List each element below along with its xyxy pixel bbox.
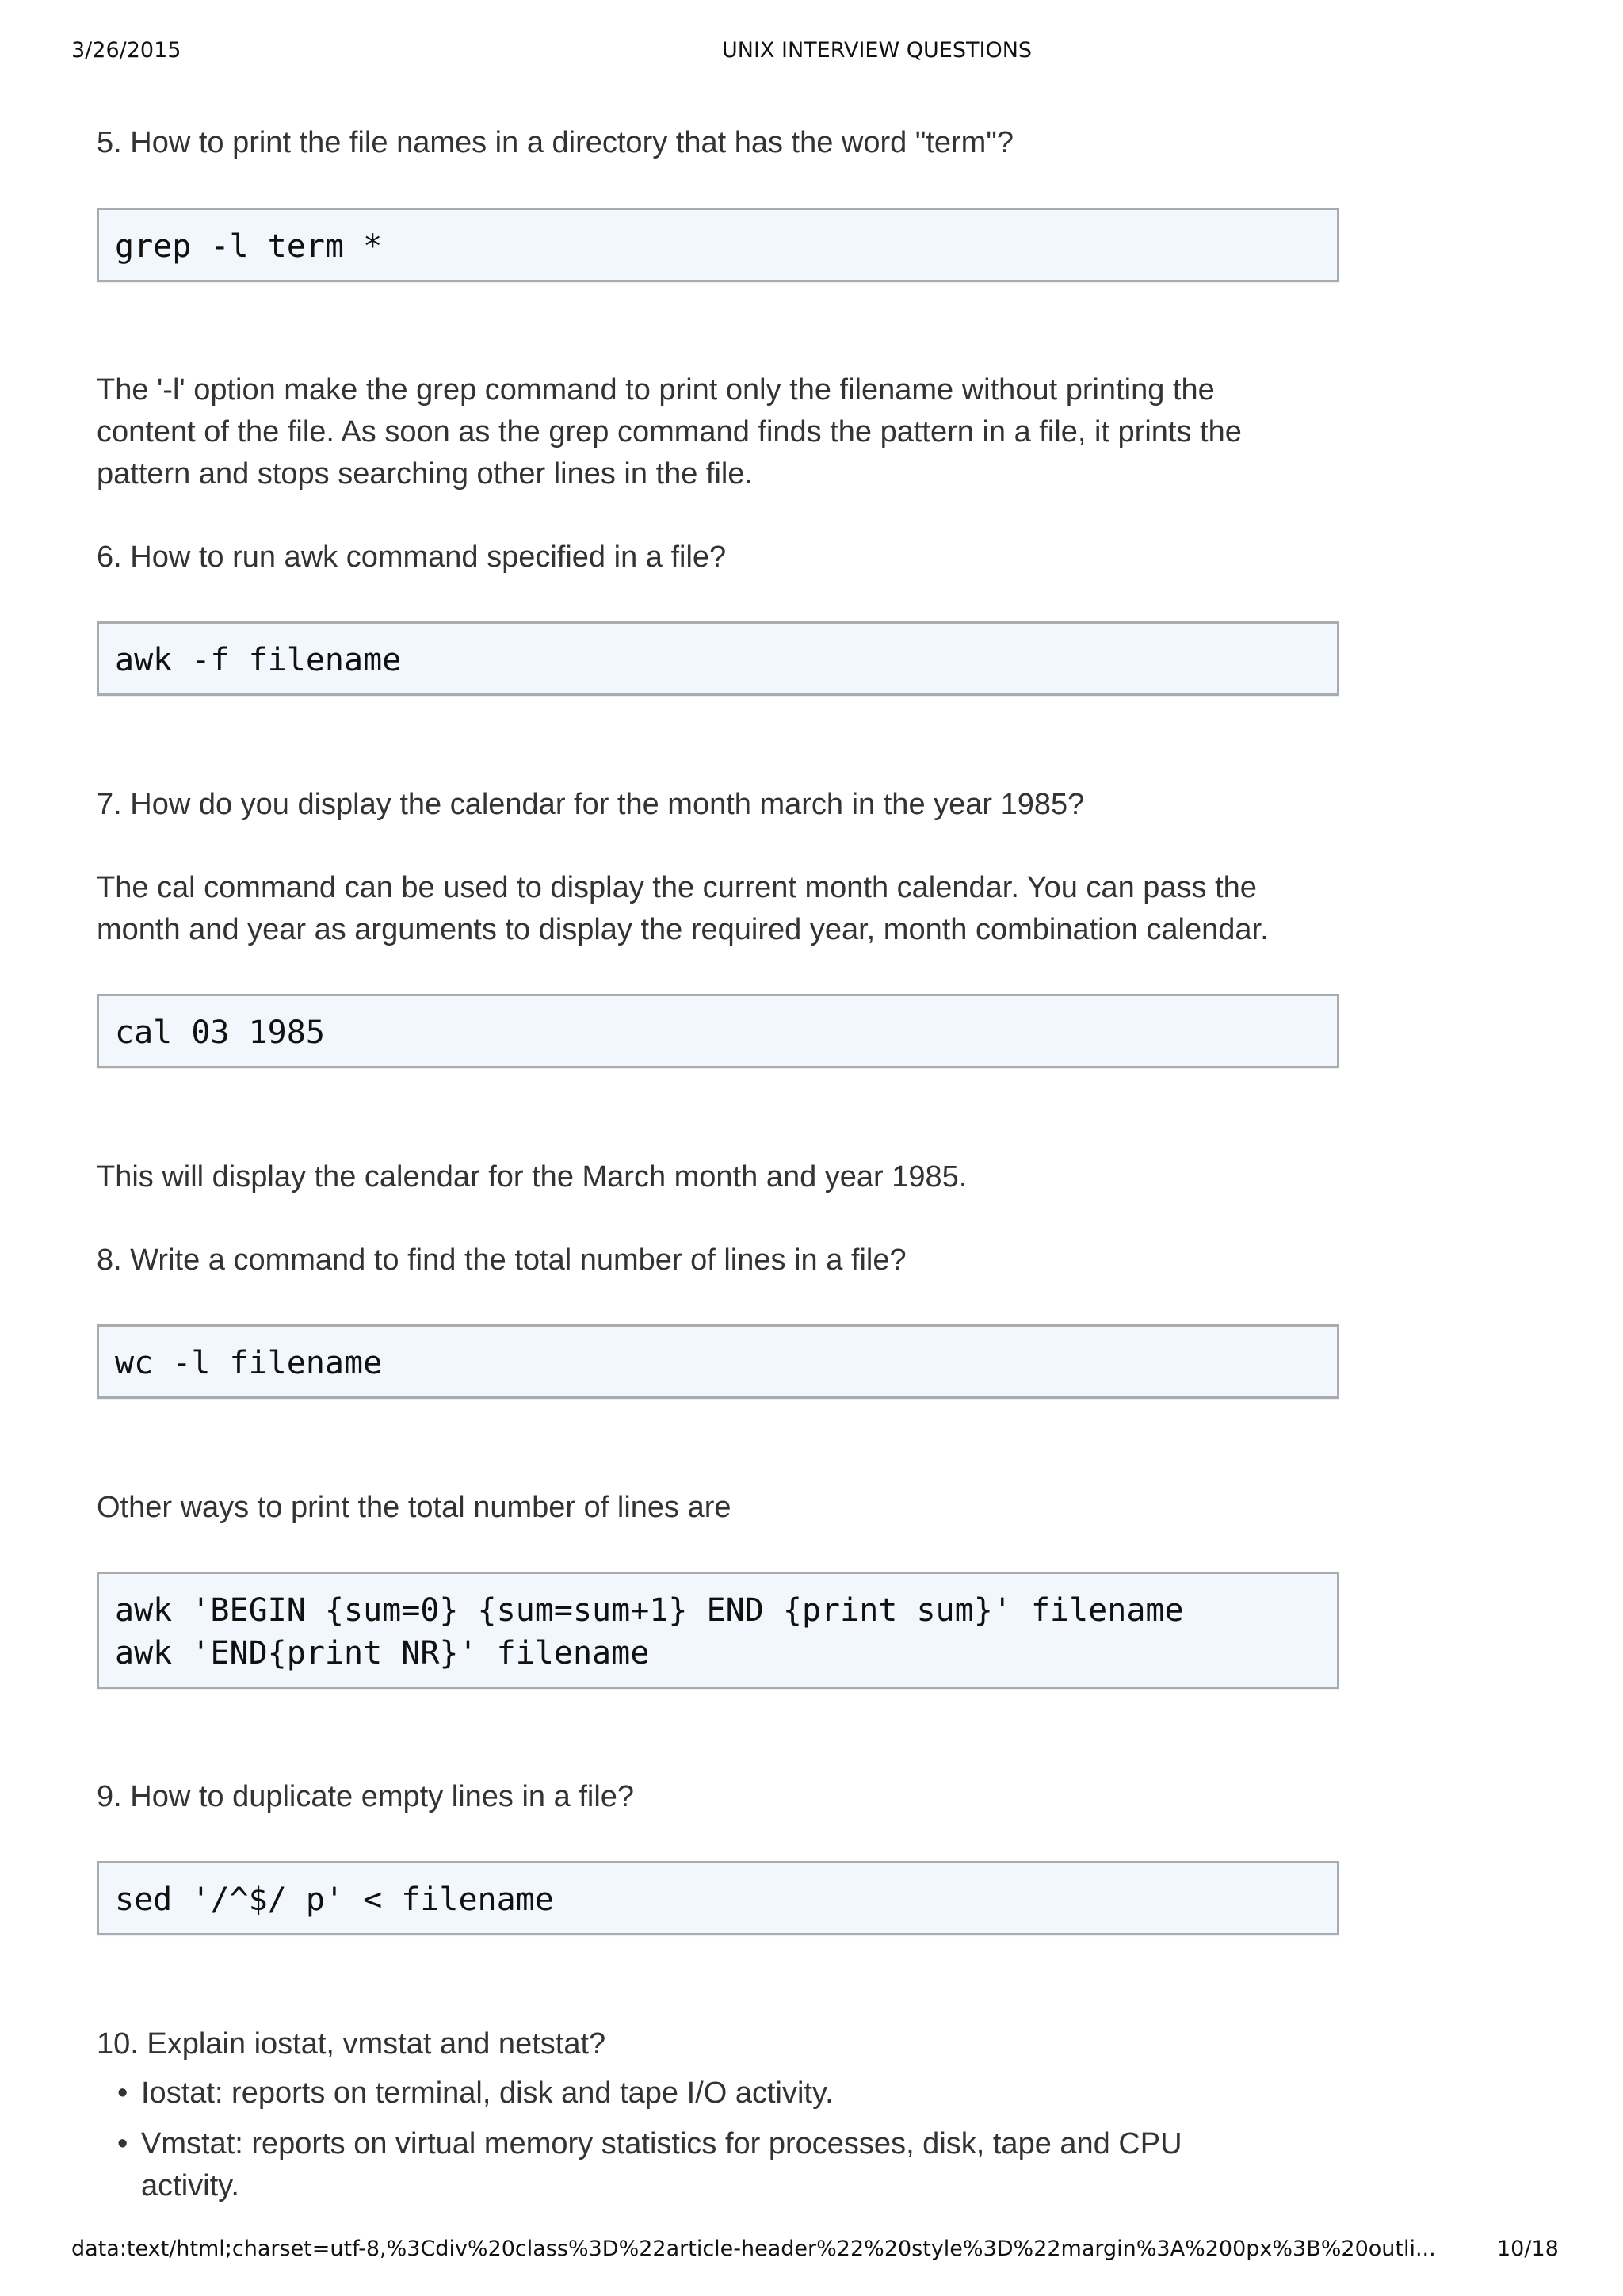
bullet-text-line-2: activity.	[141, 2169, 239, 2202]
paragraph-q7-line-2: month and year as arguments to display the required year, month combination calendar.	[97, 913, 1269, 946]
question-9: 9. How to duplicate empty lines in a file?	[97, 1780, 635, 1813]
bullet-dot: •	[117, 2127, 128, 2160]
paragraph-q5-line-3: pattern and stops searching other lines in the file.	[97, 457, 754, 491]
question-10: 10. Explain iostat, vmstat and netstat?	[97, 2027, 606, 2061]
code-line: grep -l term *	[115, 228, 383, 265]
code-line: wc -l filename	[115, 1345, 383, 1381]
code-line: awk 'END{print NR}' filename	[115, 1635, 650, 1671]
paragraph-q5-line-2: content of the file. As soon as the grep command finds the pattern in a file, it prints the	[97, 415, 1242, 449]
code-block-q6	[97, 621, 1339, 696]
list-item	[117, 2073, 1182, 2115]
bullet-dot: •	[117, 2076, 128, 2110]
code-block-q8	[97, 1324, 1339, 1399]
bullet-text-line-1: Vmstat: reports on virtual memory statistics for processes, disk, tape and CPU	[141, 2127, 1182, 2160]
footer-page-number: 10/18	[1497, 2237, 1559, 2261]
list-item	[117, 2123, 1182, 2207]
header-title: UNIX INTERVIEW QUESTIONS	[722, 38, 1033, 63]
question-8: 8. Write a command to find the total number of lines in a file?	[97, 1244, 907, 1277]
code-block-q8-alternatives	[97, 1572, 1339, 1689]
code-line: awk -f filename	[115, 642, 402, 678]
header-date: 3/26/2015	[71, 38, 181, 63]
bullet-text: Iostat: reports on terminal, disk and tape I/O activity.	[141, 2076, 834, 2110]
code-line: awk 'BEGIN {sum=0} {sum=sum+1} END {print sum}' filename	[115, 1592, 1184, 1629]
question-7: 7. How do you display the calendar for the month march in the year 1985?	[97, 788, 1085, 821]
question-6: 6. How to run awk command specified in a file?	[97, 541, 727, 574]
code-line: sed '/^$/ p' < filename	[115, 1881, 554, 1918]
paragraph-q5-line-1: The '-l' option make the grep command to print only the filename without printing the	[97, 373, 1215, 407]
question-5: 5. How to print the file names in a directory that has the word "term"?	[97, 126, 1014, 159]
code-block-q7	[97, 994, 1339, 1068]
footer-url: data:text/html;charset=utf-8,%3Cdiv%20class%3D%22article-header%22%20style%3D%22margin%3A%200px%3B%20outli...	[71, 2237, 1436, 2261]
code-block-q5	[97, 208, 1339, 282]
code-block-q9	[97, 1861, 1339, 1935]
code-line: cal 03 1985	[115, 1014, 325, 1051]
paragraph-q7-line-1: The cal command can be used to display the current month calendar. You can pass the	[97, 871, 1257, 904]
bullet-list	[117, 2073, 1182, 2216]
paragraph-q7-after: This will display the calendar for the March month and year 1985.	[97, 1160, 968, 1194]
paragraph-q8-after: Other ways to print the total number of lines are	[97, 1491, 731, 1524]
